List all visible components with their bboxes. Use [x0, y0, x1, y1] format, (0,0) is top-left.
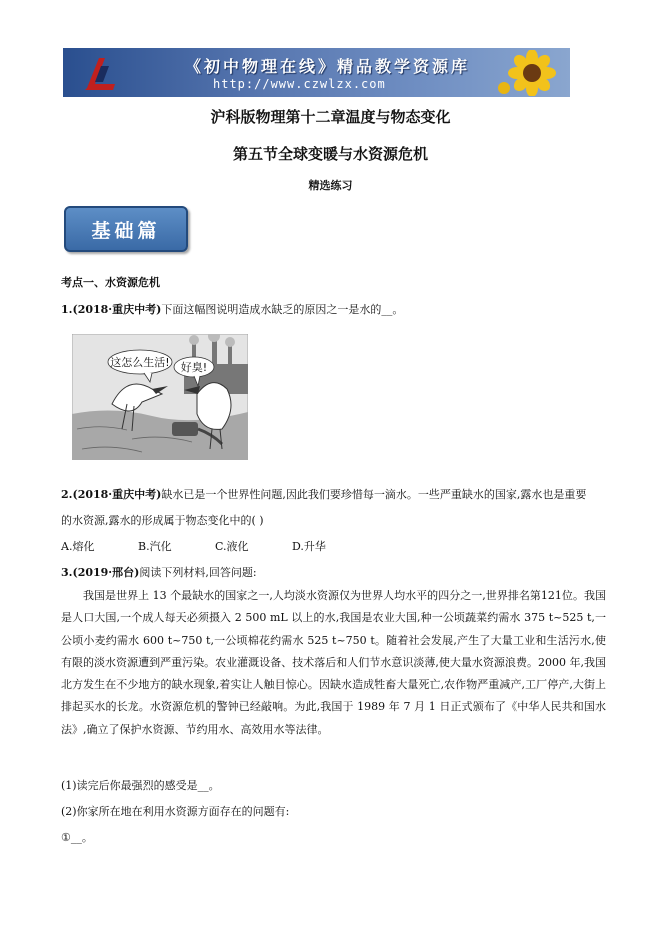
document-subtitle: 精选练习 — [308, 179, 353, 192]
basics-badge: 基础篇 — [64, 206, 188, 252]
pollution-cartoon — [72, 334, 248, 460]
option-c[interactable]: C.液化 — [215, 540, 249, 553]
speech-bubble-right: 好臭! — [180, 361, 208, 374]
question-3-source: 3.(2019·邢台) — [61, 566, 140, 579]
option-a[interactable]: A.熔化 — [61, 540, 95, 553]
option-b[interactable]: B.汽化 — [138, 540, 172, 553]
question-3 — [61, 564, 257, 580]
sub-question-2-item-1: ①__。 — [61, 831, 93, 844]
question-2-text: 缺水已是一个世界性问题,因此我们要珍惜每一滴水。一些严重缺水的国家,露水也是重要 — [161, 488, 587, 501]
section-title: 第五节全球变暖与水资源危机 — [232, 145, 428, 163]
sub-question-2: (2)你家所在地在利用水资源方面存在的问题有: — [61, 805, 290, 818]
question-2-source: 2.(2018·重庆中考) — [61, 488, 162, 501]
question-1-source: 1.(2018·重庆中考) — [61, 303, 162, 316]
sub-question-1: (1)读完后你最强烈的感受是__。 — [61, 779, 220, 792]
header-banner — [63, 48, 570, 97]
question-2-options — [61, 538, 369, 554]
reading-passage: 我国是世界上 13 个最缺水的国家之一,人均淡水资源仅为世界人均水平的四分之一,世界排名第121位。我国是人口大国,一个成人每天必须摄入 2 500 mL 以上的水,我国是农业大国,种一公顷蔬菜约需水 375 t~525 t,一公顷小麦约需水 600 t~750 t,一公顷棉花约需水 525 t~750 t。随着社会发展,产生了大量工业和生活污水,使有限的淡水资源遭到严重污染。农业灌溉设备、技术落后和人们节水意识淡薄,使大量水资源浪费。2000 年,我国北方发生在不少地方的缺水现象,着实让人触目惊心。因缺水造成牲畜大量死亡,农作物严重减产,工厂停产,大街上排起买水的长龙。水资源危机的警钟已经敲响。为此,我国于 1989 年 7 月 1 日正式颁布了《中华人民共和国水法》,确立了保护水资源、节约用水、高效用水等法律。 — [61, 589, 606, 736]
sunflower-icon — [492, 50, 562, 96]
banner-url: http://www.czwlzx.com — [213, 77, 386, 91]
speech-bubble-left: 这怎么生活! — [110, 356, 170, 369]
document-title: 沪科版物理第十二章温度与物态变化 — [210, 108, 451, 126]
banner-title: 《初中物理在线》精品教学资源库 — [185, 57, 471, 76]
question-1-text: 下面这幅图说明造成水缺乏的原因之一是水的__。 — [161, 303, 404, 316]
option-d[interactable]: D.升华 — [292, 540, 326, 553]
topic-heading: 考点一、水资源危机 — [61, 276, 160, 289]
question-2 — [61, 486, 586, 502]
question-2-text-cont: 的水资源,露水的形成属于物态变化中的( ) — [61, 514, 264, 527]
publisher-logo-icon — [81, 54, 121, 92]
question-1 — [61, 301, 403, 317]
question-3-text: 阅读下列材料,回答问题: — [139, 566, 257, 579]
